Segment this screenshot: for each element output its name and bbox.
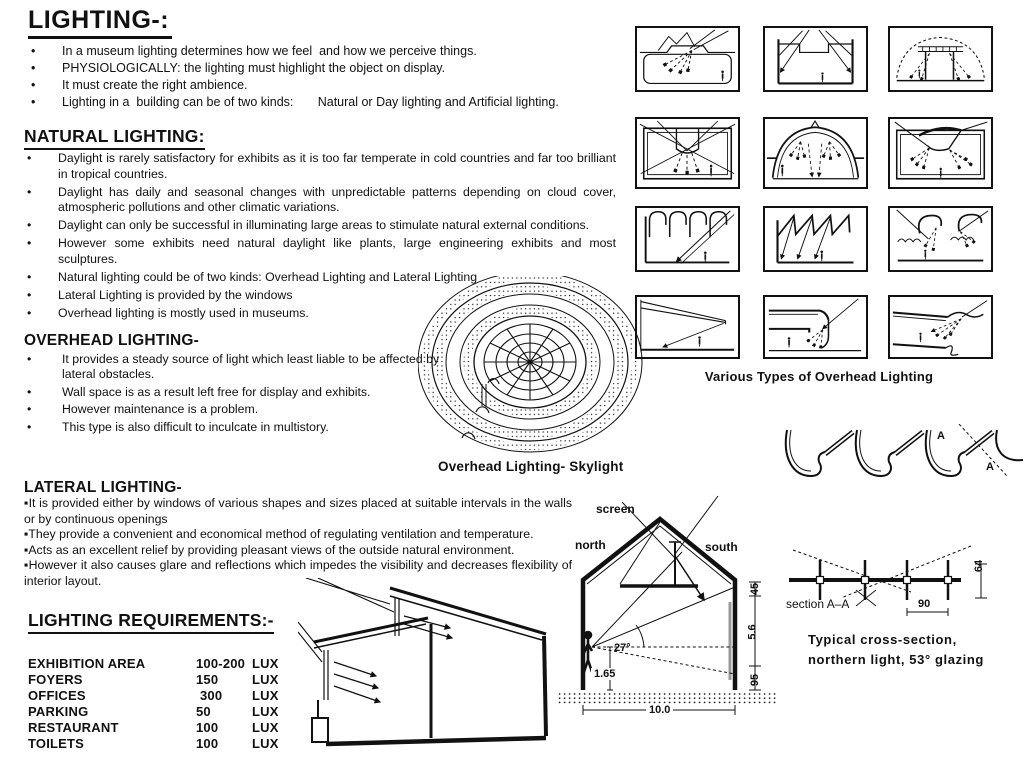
bullet-item: • This type is also difficult to inculcate in multistory. bbox=[24, 420, 456, 435]
bullet-item: • Wall space is as a result left free for display and exhibits. bbox=[24, 385, 456, 400]
requirements-heading: LIGHTING REQUIREMENTS:- bbox=[28, 610, 274, 634]
north-label: north bbox=[575, 538, 606, 552]
lateral-item: ▪They provide a convenient and economical method of regulating ventilation and temperature. bbox=[24, 527, 534, 541]
unit-cell: LUX bbox=[252, 736, 279, 751]
overhead-type-3-diagram bbox=[888, 26, 993, 92]
skylight-art bbox=[418, 276, 646, 458]
table-row bbox=[28, 736, 318, 752]
unit-cell: LUX bbox=[252, 656, 279, 671]
person-height-label: 1.65 bbox=[591, 668, 618, 680]
south-label: south bbox=[705, 540, 738, 554]
section-marker-a-bottom: A bbox=[986, 461, 994, 473]
overhead-type-6-diagram bbox=[888, 117, 993, 189]
value-cell: 100-200 bbox=[196, 656, 246, 671]
unit-cell: LUX bbox=[252, 688, 279, 703]
overhead-type-9-art bbox=[890, 208, 991, 270]
overhead-type-5-diagram bbox=[763, 117, 868, 189]
value-cell: 300 bbox=[200, 688, 223, 703]
table-row bbox=[28, 656, 318, 672]
angle-label: 27° bbox=[614, 642, 631, 654]
area-cell: TOILETS bbox=[28, 736, 85, 751]
overhead-type-8-art bbox=[765, 208, 866, 270]
unit-cell: LUX bbox=[252, 720, 279, 735]
cross-section-caption-line1: Typical cross-section, bbox=[808, 632, 957, 647]
dim-100-label: 10.0 bbox=[646, 704, 673, 716]
overhead-types-grid bbox=[633, 26, 1005, 388]
page-title-wrap bbox=[28, 6, 172, 39]
house-section-drawing bbox=[558, 482, 776, 724]
area-cell: FOYERS bbox=[28, 672, 83, 687]
overhead-type-10-art bbox=[637, 297, 738, 357]
table-row bbox=[28, 720, 318, 736]
bullet-item: • Lateral Lighting is provided by the windows bbox=[24, 288, 616, 304]
bullet-item: • PHYSIOLOGICALLY: the lighting must highlight the object on display. bbox=[28, 60, 588, 77]
overhead-type-7-art bbox=[637, 208, 738, 270]
bullet-item: • It must create the right ambience. bbox=[28, 77, 588, 94]
overhead-type-5-art bbox=[765, 119, 866, 187]
area-cell: OFFICES bbox=[28, 688, 86, 703]
section-marker-a-top: A bbox=[937, 430, 945, 442]
cross-section-caption bbox=[808, 630, 984, 670]
lateral-paragraphs bbox=[24, 496, 572, 589]
skylight-caption: Overhead Lighting- Skylight bbox=[438, 459, 624, 474]
bullet-item: • Daylight is rarely satisfactory for exhibits as it is too far temperate in cold countries and far too brilliant in tropical countries. bbox=[24, 151, 616, 182]
overhead-type-11-diagram bbox=[763, 295, 868, 359]
table-row bbox=[28, 688, 318, 704]
area-cell: EXHIBITION AREA bbox=[28, 656, 146, 671]
page-title: LIGHTING-: bbox=[28, 6, 172, 39]
grid-caption: Various Types of Overhead Lighting bbox=[704, 369, 934, 384]
overhead-type-10-diagram bbox=[635, 295, 740, 359]
overhead-type-12-diagram bbox=[888, 295, 993, 359]
bullet-item: • Daylight has daily and seasonal changes with unpredictable patterns depending on cloud cover, atmospheric pollutions and other climatic variations. bbox=[24, 185, 616, 216]
bullet-item: • However maintenance is a problem. bbox=[24, 402, 456, 417]
lux-table bbox=[28, 656, 318, 752]
bullet-item: • Lighting in a building can be of two kinds: Natural or Day lighting and Artificial lighting. bbox=[28, 94, 588, 111]
section-aa-label: section A–A bbox=[786, 597, 850, 611]
dim-95-label: 95 bbox=[749, 673, 762, 687]
overhead-type-1-art bbox=[637, 28, 738, 90]
area-cell: RESTAURANT bbox=[28, 720, 119, 735]
unit-cell: LUX bbox=[252, 672, 279, 687]
natural-lighting-heading: NATURAL LIGHTING: bbox=[24, 126, 205, 150]
bullet-item: • Overhead lighting is mostly used in museums. bbox=[24, 306, 616, 322]
house-section-art bbox=[558, 482, 776, 724]
requirements-heading-wrap bbox=[28, 610, 274, 634]
value-cell: 100 bbox=[196, 736, 219, 751]
overhead-type-11-art bbox=[765, 297, 866, 357]
dim-90-label: 90 bbox=[915, 598, 933, 610]
overhead-type-4-art bbox=[637, 119, 738, 187]
table-row bbox=[28, 704, 318, 720]
overhead-bullet-list bbox=[24, 352, 456, 437]
natural-lighting-heading-wrap bbox=[24, 126, 205, 150]
bullet-item: • Natural lighting could be of two kinds: Overhead Lighting and Lateral Lighting bbox=[24, 270, 616, 286]
overhead-type-1-diagram bbox=[635, 26, 740, 92]
lateral-item: ▪However it also causes glare and reflections which impedes the visibility and decreases flexibility of interior layout. bbox=[24, 558, 572, 588]
lateral-item: ▪Acts as an excellent relief by providing pleasant views of the outside natural environment. bbox=[24, 542, 515, 557]
overhead-type-7-diagram bbox=[635, 206, 740, 272]
overhead-type-3-art bbox=[890, 28, 991, 90]
cross-section-caption-line2: northern light, 53° glazing bbox=[808, 652, 984, 667]
lateral-item: ▪It is provided either by windows of various shapes and sizes placed at suitable intervals in the walls or by continuous openings bbox=[24, 496, 572, 526]
clerestory-art bbox=[298, 578, 578, 764]
bullet-item: • However some exhibits need natural daylight like plants, large engineering exhibits and most sculptures. bbox=[24, 236, 616, 267]
overhead-type-4-diagram bbox=[635, 117, 740, 189]
overhead-lighting-heading: OVERHEAD LIGHTING- bbox=[24, 332, 199, 349]
table-row bbox=[28, 672, 318, 688]
bullet-item: • Daylight can only be successful in illuminating large areas to stimulate natural external conditions. bbox=[24, 218, 616, 234]
dim-56-label: 5.6 bbox=[746, 624, 759, 640]
bullet-item: • It provides a steady source of light which least liable to be affected by lateral obstacles. bbox=[24, 352, 456, 382]
lateral-lighting-heading: LATERAL LIGHTING- bbox=[24, 479, 182, 496]
overhead-type-2-art bbox=[765, 28, 866, 90]
unit-cell: LUX bbox=[252, 704, 279, 719]
value-cell: 100 bbox=[196, 720, 219, 735]
value-cell: 50 bbox=[196, 704, 211, 719]
clerestory-drawing bbox=[298, 578, 578, 764]
bullet-item: • In a museum lighting determines how we feel and how we perceive things. bbox=[28, 43, 588, 60]
overhead-type-2-diagram bbox=[763, 26, 868, 92]
skylight-drawing bbox=[418, 276, 646, 458]
value-cell: 150 bbox=[196, 672, 219, 687]
dim-64-label: 64 bbox=[973, 559, 986, 573]
overhead-type-9-diagram bbox=[888, 206, 993, 272]
overhead-type-12-art bbox=[890, 297, 991, 357]
dim-45-label: 45 bbox=[749, 582, 762, 596]
area-cell: PARKING bbox=[28, 704, 89, 719]
lighting-bullet-list bbox=[28, 43, 588, 111]
overhead-type-8-diagram bbox=[763, 206, 868, 272]
screen-label: screen bbox=[596, 502, 635, 516]
overhead-type-6-art bbox=[890, 119, 991, 187]
